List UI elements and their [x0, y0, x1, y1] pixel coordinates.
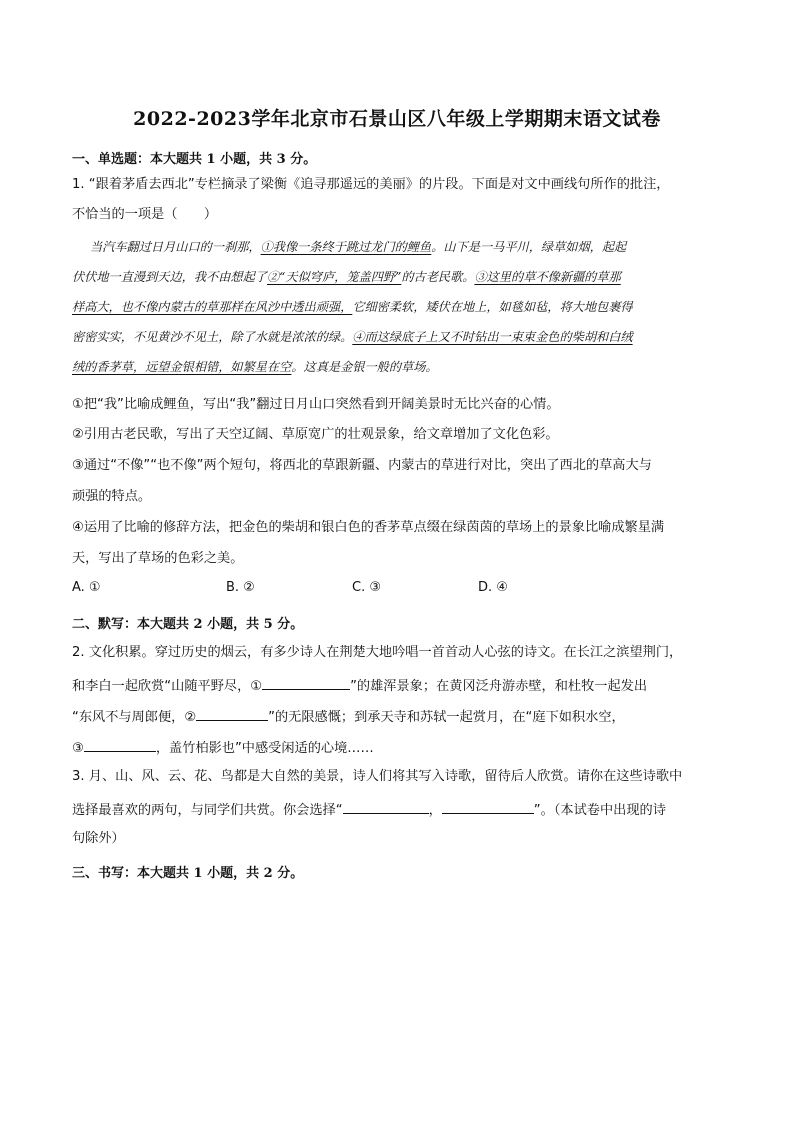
question-text: 和李白一起欣赏“山随平野尽，① [72, 679, 263, 694]
passage-line-3 [72, 297, 720, 317]
passage-text: 它细密柔软，矮伏在地上，如毯如毡，将大地包裹得 [352, 300, 633, 314]
passage-text: 的古老民歌。 [401, 270, 475, 284]
exam-title: 2022-2023学年北京市石景山区八年级上学期期末语文试卷 [133, 108, 661, 130]
passage-line-2 [72, 267, 720, 287]
question-3-line-2 [72, 798, 666, 821]
answer-blank-3[interactable] [84, 736, 156, 752]
option-b[interactable]: B. ② [226, 580, 255, 595]
underlined-sentence-1: ①我像一条终于跳过龙门的鲤鱼 [260, 240, 432, 254]
question-1-stem-line-2: 不恰当的一项是（ ） [72, 207, 218, 222]
passage-line-4 [72, 327, 720, 347]
passage-text: 伏伏地一直漫到天边，我不由想起了 [72, 270, 267, 284]
question-2-line-3 [72, 705, 625, 728]
underlined-sentence-4-cont: 绒的香茅草，远望金银相错，如繁星在空 [72, 360, 292, 374]
passage-text: 当汽车翻过日月山口的一刹那， [90, 240, 261, 254]
question-text: ”。（本试卷中出现的诗 [533, 803, 666, 818]
underlined-sentence-3: ③这里的草不像新疆的草那 [474, 270, 621, 284]
underlined-sentence-4: ④而这绿底子上又不时钻出一束束金色的柴胡和白绒 [352, 330, 633, 344]
answer-blank-5[interactable] [442, 798, 534, 814]
annotation-4-line-2: 天，写出了草场的色彩之美。 [72, 551, 244, 566]
underlined-sentence-2: ②“天似穹庐，笼盖四野” [267, 270, 402, 284]
answer-blank-4[interactable] [343, 798, 429, 814]
question-text: ③ [72, 741, 84, 756]
question-text: ，盖竹柏影也”中感受闲适的心境…… [155, 741, 374, 756]
passage-text: 。山下是一马平川，绿草如烟，起起 [431, 240, 627, 254]
annotation-4-line-1: ④运用了比喻的修辞方法，把金色的柴胡和银白色的香茅草点缀在绿茵茵的草场上的景象比喻成繁星满 [72, 520, 665, 535]
passage-text: 密密实实，不见黄沙不见土，除了水就是浓浓的绿。 [72, 330, 353, 344]
annotation-1: ①把“我”比喻成鲤鱼，写出“我”翻过日月山口突然看到开阔美景时无比兴奋的心情。 [72, 397, 560, 412]
annotation-3-line-1: ③通过“不像”“也不像”两个短句，将西北的草跟新疆、内蒙古的草进行对比，突出了西北的草高大与 [72, 458, 652, 473]
question-text: ， [428, 803, 442, 818]
option-d[interactable]: D. ④ [478, 580, 508, 595]
underlined-sentence-3-cont: 样高大，也不像内蒙古的草那样在风沙中透出顽强， [72, 300, 353, 314]
annotation-2: ②引用古老民歌，写出了天空辽阔、草原宽广的壮观景象，给文章增加了文化色彩。 [72, 427, 559, 442]
passage-line-5 [72, 357, 720, 377]
section-3-heading: 三、书写：本大题共 1 小题，共 2 分。 [72, 866, 304, 881]
answer-blank-2[interactable] [196, 705, 268, 721]
passage-text: 。这真是金银一般的草场。 [291, 360, 438, 374]
option-c[interactable]: C. ③ [352, 580, 381, 595]
answer-blank-1[interactable] [262, 674, 350, 690]
question-text: “东风不与周郎便，② [72, 710, 197, 725]
question-3-line-3: 句除外） [72, 831, 125, 846]
question-3-line-1: 3. 月、山、风、云、花、鸟都是大自然的美景，诗人们将其写入诗歌，留待后人欣赏。请你在这些诗歌中 [72, 769, 683, 784]
question-text: 选择最喜欢的两句，与同学们共赏。你会选择“ [72, 803, 343, 818]
question-text: ”的雄浑景象；在黄冈泛舟游赤壁，和杜牧一起发出 [350, 679, 648, 694]
question-2-line-4 [72, 736, 374, 759]
section-1-heading: 一、单选题：本大题共 1 小题，共 3 分。 [72, 152, 317, 167]
question-2-line-2 [72, 674, 647, 697]
annotation-3-line-2: 顽强的特点。 [72, 489, 152, 504]
question-2-line-1: 2. 文化积累。穿过历史的烟云，有多少诗人在荆楚大地吟唱一首首动人心弦的诗文。在长江之滨望荆门， [72, 645, 683, 660]
question-text: ”的无限感慨；到承天寺和苏轼一起赏月，在“庭下如积水空， [268, 710, 625, 725]
section-2-heading: 二、默写：本大题共 2 小题，共 5 分。 [72, 617, 304, 632]
passage-line-1 [90, 237, 738, 257]
option-a[interactable]: A. ① [72, 580, 101, 595]
question-1-stem-line-1: 1. “跟着茅盾去西北”专栏摘录了梁衡《追寻那遥远的美丽》的片段。下面是对文中画线句所作的批注， [72, 177, 670, 192]
